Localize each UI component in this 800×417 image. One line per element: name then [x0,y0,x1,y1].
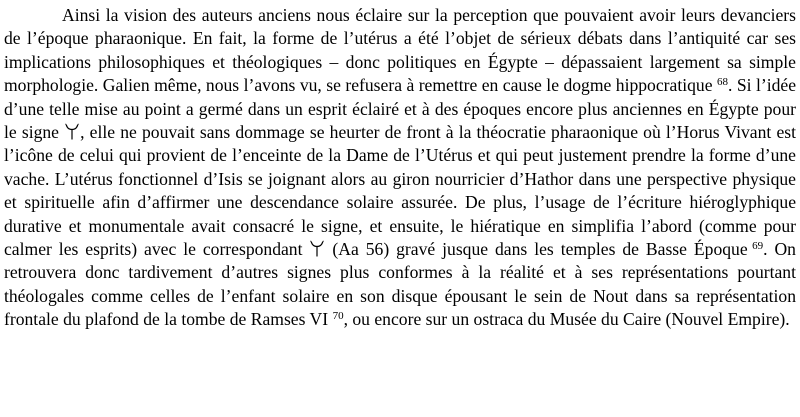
text-run: , elle ne pouvait sans dommage se heurter de front à la théocratie pharaonique où l’Horus Vivant est l’icône de celui qui provient de l’enceinte de la Dame de l’Utérus et qui peut justement prendre la forme d’une vache. L’utérus fonctionnel d’Isis se joignant alors au giron nourricier d’Hathor dans une perspective physique et spirituelle afin d’affirmer une descendance solaire assurée. De plus, l’usage de l’écriture hiéroglyphique durative et monumentale avait consacré le signe, et ensuite, le hiératique en simplifia l’abord (comme pour calmer les esprits) avec le correspondant [4,122,796,260]
text-run: Ainsi la vision des auteurs anciens nous éclaire sur la perception que pouvaient avoir leurs devanciers de l’époque pharaonique. En fait, la forme de l’utérus a été l’objet de sérieux débats dans l’antiquité car ses implications philosophiques et théologiques – donc politiques en Égypte – dépassaient largement sa simple morphologie. Galien même, nous l’avons vu, se refusera à remettre en cause le dogme hippocratique [4,5,796,96]
text-run: (Aa 56) gravé jusque dans les temples de Basse Époque [332,239,748,260]
text-run: , ou encore sur un ostraca du Musée du Caire (Nouvel Empire). [343,309,790,330]
body-paragraph [4,4,796,332]
document-page [4,4,796,332]
uterus-hieroglyph-icon [65,123,79,140]
footnote-ref[interactable]: 68 [717,76,728,89]
footnote-ref[interactable]: 69 [752,240,764,253]
footnote-ref[interactable]: 70 [332,310,344,323]
uterus-hieratic-aa56-icon [310,240,324,257]
text-run: . On retrouvera donc tardivement d’autres signes plus conformes à la réalité et à ses représentations pourtant théologales comme celles de l’enfant solaire en son disque épousant le sein de Nout dans sa représentation frontale du plafond de la tombe de Ramses VI [4,239,796,330]
text-run: . Si l’idée d’une telle mise au point a germé dans un esprit éclairé et à des époques encore plus anciennes en Égypte pour le signe [4,75,797,143]
